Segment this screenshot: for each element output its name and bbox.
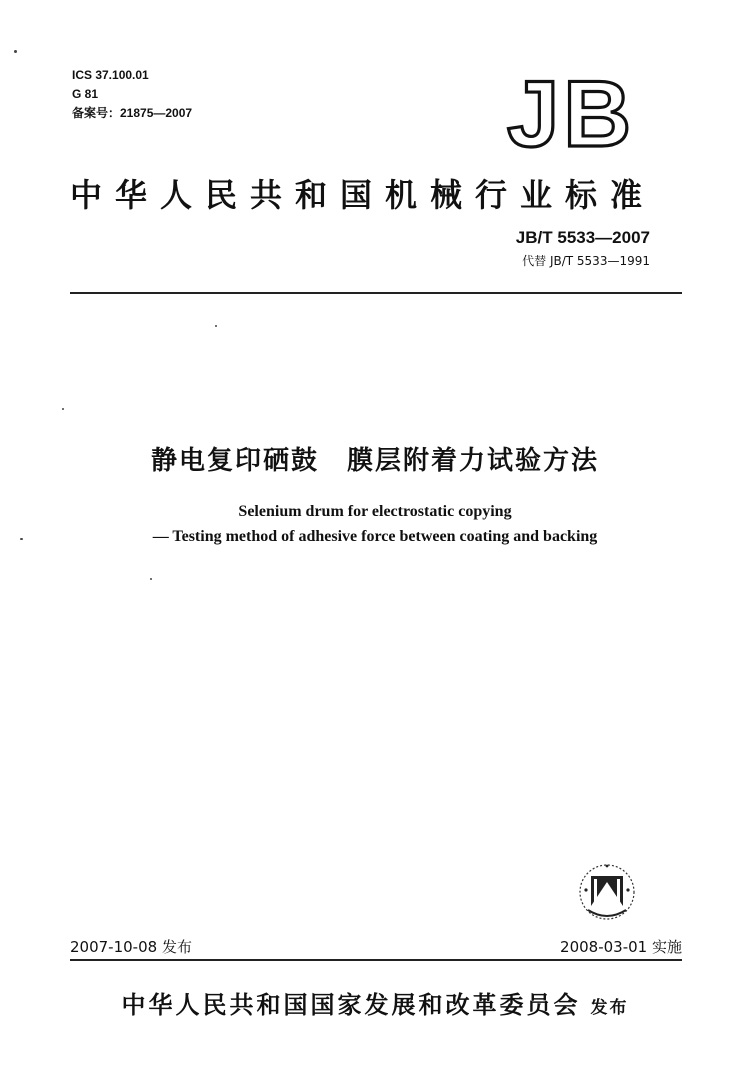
title-english-line2: — Testing method of adhesive force between coating and backing [152,528,598,545]
ccs-code: G 81 [72,87,99,101]
header-divider [70,292,682,294]
standard-number: JB/T 5533—2007 [515,228,650,247]
ics-code: ICS 37.100.01 [72,68,149,82]
scan-speck [20,538,23,540]
scan-speck [62,408,64,410]
classification-block [72,66,192,123]
scan-speck [14,50,17,53]
title-english-line1: Selenium drum for electrostatic copying [238,503,512,520]
effective-date: 2008-03-01 实施 [560,938,682,956]
publisher-emblem-icon [574,860,640,922]
scan-speck [150,578,152,580]
issuing-organization: 中华人民共和国国家发展和改革委员会 [121,991,581,1019]
standard-category: 中华人民共和国机械行业标准 [70,176,656,214]
jb-logo-text: JB [507,70,636,150]
replaces-standard: 代替 JB/T 5533—1991 [522,254,650,268]
scan-speck [215,325,217,327]
footer-divider [70,959,682,961]
filing-number: 备案号：21875—2007 [72,106,193,120]
issue-date: 2007-10-08 发布 [70,938,192,956]
issue-action: 发布 [590,998,629,1018]
jb-logo [505,70,645,150]
issuer-line [0,985,750,1020]
title-chinese: 静电复印硒鼓 膜层附着力试验方法 [150,446,599,476]
